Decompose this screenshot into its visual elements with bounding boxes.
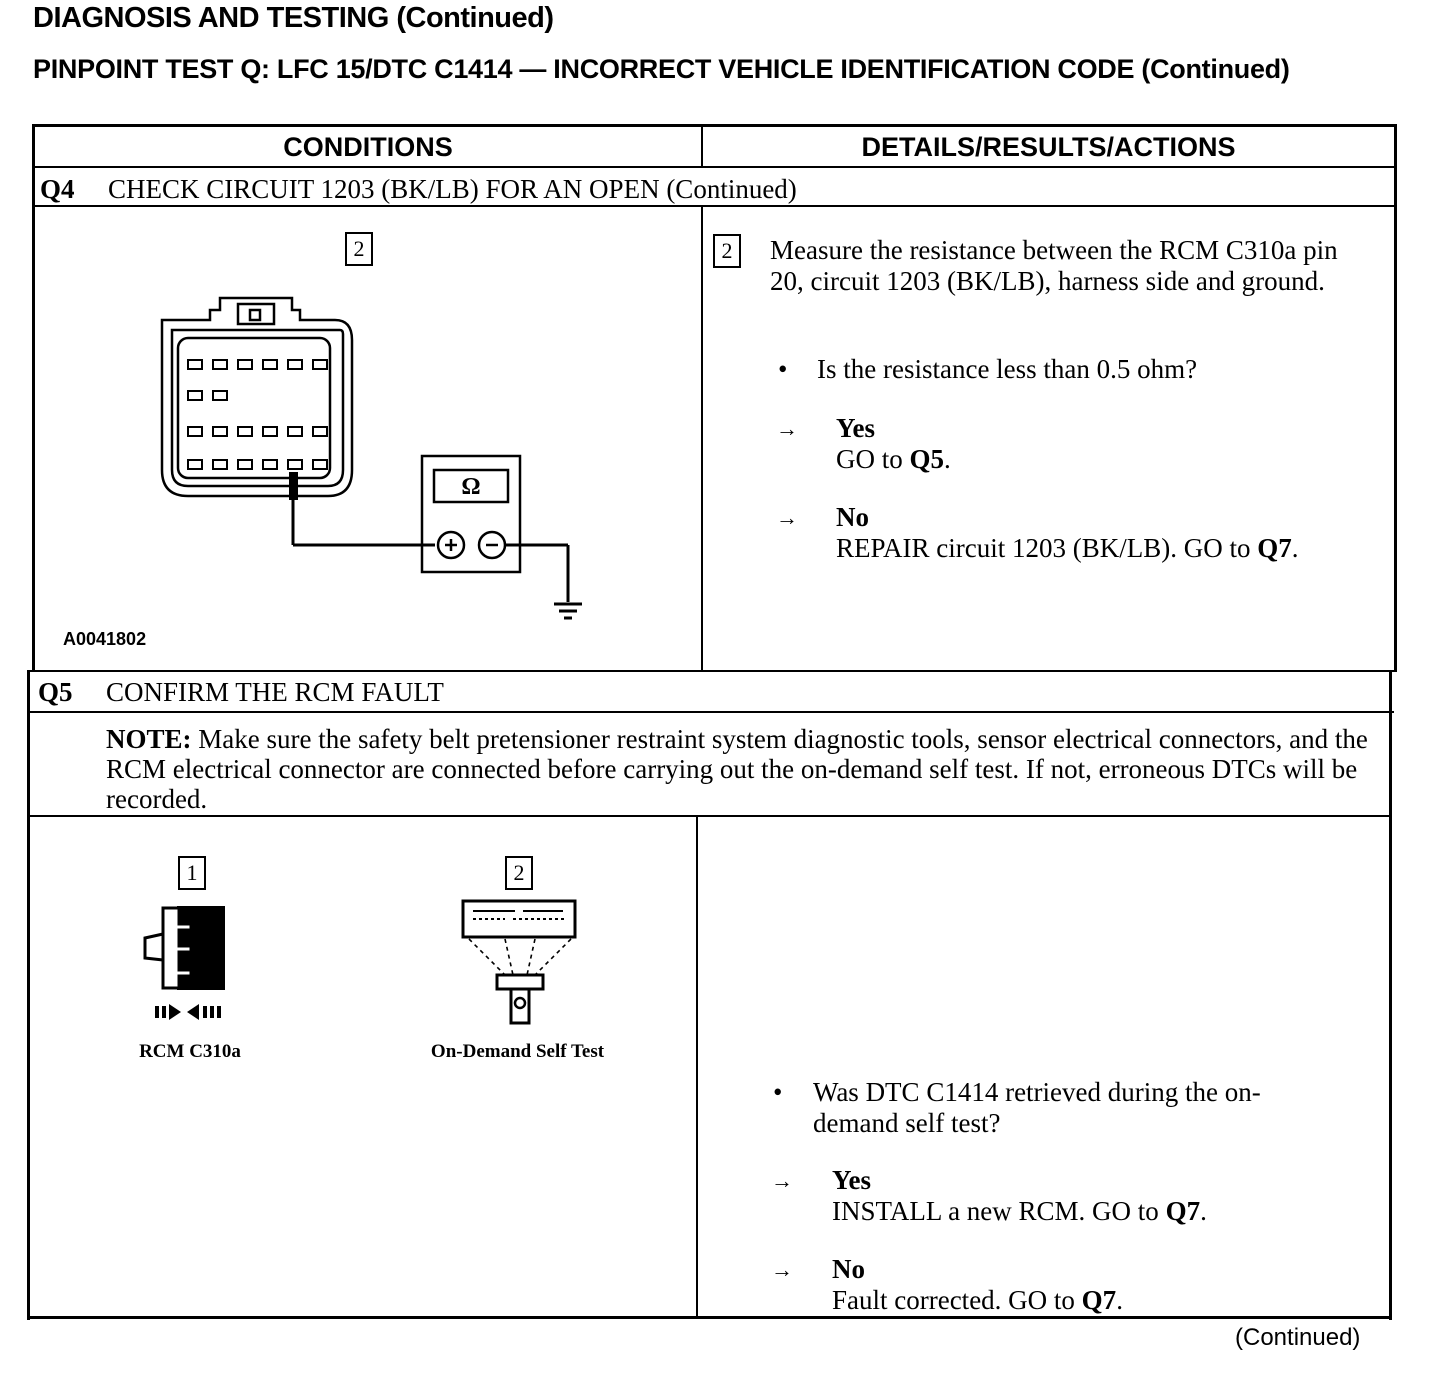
q5-step-title: CONFIRM THE RCM FAULT — [106, 677, 444, 707]
column-header-details: DETAILS/RESULTS/ACTIONS — [861, 132, 1236, 162]
q5-yes-arrow-icon: → — [771, 1168, 793, 1193]
q5-yes-action-end: . — [1200, 1196, 1207, 1226]
q5-note — [106, 724, 1386, 814]
col-divider-q5 — [696, 815, 698, 1318]
q5-figure2-number: 2 — [505, 856, 533, 890]
rule-before-q5 — [30, 670, 1394, 672]
ground-lead — [505, 545, 582, 618]
continued-footer: (Continued) — [1235, 1324, 1361, 1351]
q4-no-arrow-icon: → — [776, 505, 798, 530]
q4-figure-id: A0041802 — [63, 629, 147, 649]
q4-connector-meter-diagram — [150, 290, 600, 630]
q5-bullet: • — [773, 1077, 783, 1107]
connector-outline — [162, 298, 352, 496]
q4-yes-arrow-icon: → — [776, 416, 798, 441]
test-probe — [289, 472, 435, 545]
q4-no-action-text: REPAIR circuit 1203 (BK/LB). GO to — [836, 533, 1258, 563]
q5-step-id: Q5 — [38, 677, 73, 707]
connector-pins — [188, 360, 327, 469]
q4-step-id: Q4 — [40, 174, 75, 204]
q5-step-header — [38, 677, 444, 707]
column-header-conditions: CONDITIONS — [283, 132, 453, 162]
rule-after-q5 — [30, 711, 1394, 713]
q5-yes-action-text: INSTALL a new RCM. GO to — [832, 1196, 1166, 1226]
q5-note-label: NOTE: — [106, 724, 192, 754]
table-left-border-lower — [27, 670, 30, 1320]
ohm-symbol: Ω — [461, 474, 481, 500]
q4-yes-action-end: . — [944, 444, 951, 474]
connector-inner-outline — [172, 330, 343, 486]
q5-no-arrow-icon: → — [771, 1257, 793, 1282]
q4-no-action-end: . — [1291, 533, 1299, 563]
q4-yes-action — [836, 444, 951, 475]
q5-figure1-label: RCM C310a — [139, 1041, 241, 1062]
q4-yes-label: Yes — [836, 413, 875, 443]
q4-detail-step-number: 2 — [713, 234, 741, 268]
q4-step-title: CHECK CIRCUIT 1203 (BK/LB) FOR AN OPEN (Continued) — [108, 174, 797, 204]
q4-instruction: Measure the resistance between the RCM C310a pin 20, circuit 1203 (BK/LB), harness side and ground. — [770, 235, 1338, 296]
q4-no-label: No — [836, 502, 869, 532]
rcm-connector-icon — [135, 900, 245, 1025]
q5-yes-target: Q7 — [1165, 1196, 1201, 1226]
q4-yes-target: Q5 — [909, 444, 945, 474]
q5-note-text: Make sure the safety belt pretensioner restraint system diagnostic tools, sensor electrical connectors, and the RCM electrical connector are connected before carrying out the on-demand self test. If not, erroneous DTCs will be recorded. — [106, 724, 1368, 814]
q5-no-action — [832, 1285, 1123, 1316]
q5-no-target: Q7 — [1081, 1285, 1117, 1315]
q5-yes-action — [832, 1196, 1207, 1227]
table-right-border-lower — [1389, 670, 1392, 1320]
table-bottom-border — [27, 1316, 1392, 1319]
q4-step-header — [40, 174, 797, 204]
rule-after-header — [32, 166, 1397, 168]
q5-no-label: No — [832, 1254, 865, 1284]
col-divider-q4 — [701, 205, 703, 672]
q5-yes-label: Yes — [832, 1165, 871, 1195]
q5-figure2-label: On-Demand Self Test — [430, 1041, 605, 1062]
q4-yes-action-text: GO to — [836, 444, 910, 474]
rule-after-note — [30, 815, 1392, 817]
table-top-border — [32, 124, 1397, 127]
q4-question: Is the resistance less than 0.5 ohm? — [817, 354, 1198, 384]
self-test-tool-icon — [455, 895, 585, 1030]
q5-figure1-number: 1 — [178, 856, 206, 890]
rule-after-q4 — [32, 205, 1397, 207]
page-title: DIAGNOSIS AND TESTING (Continued) — [33, 2, 554, 34]
q5-no-action-end: . — [1116, 1285, 1123, 1315]
pinpoint-test-title: PINPOINT TEST Q: LFC 15/DTC C1414 — INCORRECT VEHICLE IDENTIFICATION CODE (Continued) — [33, 54, 1290, 84]
q4-figure-step-number: 2 — [345, 232, 373, 266]
q4-no-target: Q7 — [1257, 533, 1292, 563]
q4-no-action — [836, 533, 1299, 564]
q5-no-action-text: Fault corrected. GO to — [832, 1285, 1082, 1315]
q5-question: Was DTC C1414 retrieved during the on-demand self test? — [813, 1077, 1261, 1138]
q4-bullet: • — [778, 354, 788, 384]
